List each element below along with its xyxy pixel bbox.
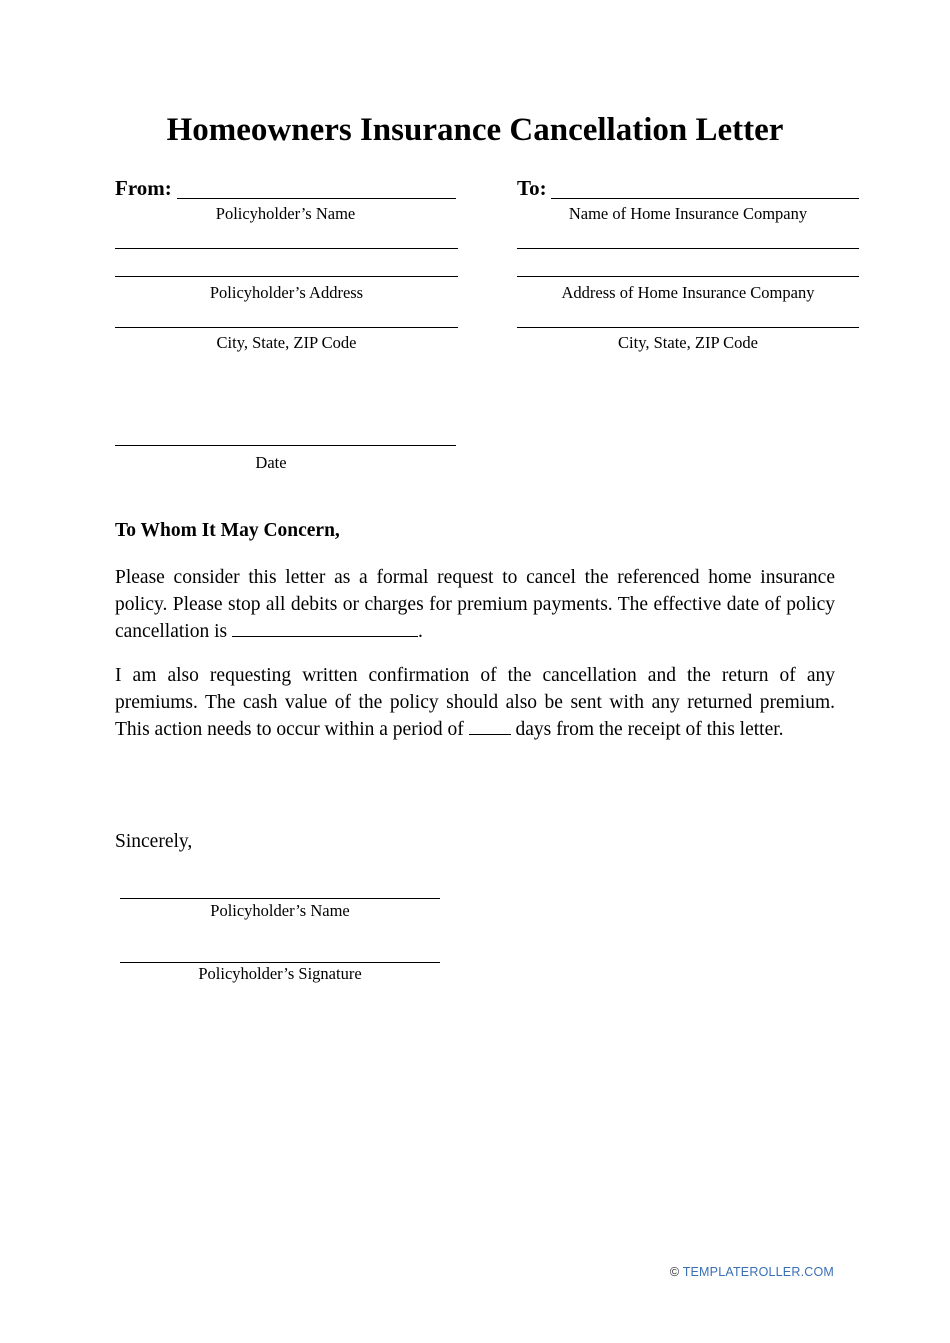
from-address-line-1[interactable] [115,248,458,249]
from-city-line[interactable] [115,327,458,328]
from-name-line[interactable] [177,198,456,199]
to-name-caption: Name of Home Insurance Company [568,204,808,223]
to-address-line-2[interactable] [517,276,859,277]
to-label: To: [517,176,547,200]
from-address-caption: Policyholder’s Address [209,283,364,302]
to-address-line-1[interactable] [517,248,859,249]
copyright-icon: © [669,1265,680,1279]
from-city-caption: City, State, ZIP Code [216,333,357,352]
paragraph-1-text: Please consider this letter as a formal request to cancel the referenced home insurance policy. Please stop all debits or charges for premium payments. The effective date of policy cancellation is [115,567,835,642]
to-city-line[interactable] [517,327,859,328]
to-city-caption: City, State, ZIP Code [618,333,758,352]
from-label: From: [115,176,172,200]
paragraph-1-end: . [417,621,423,642]
signature-name-caption: Policyholder’s Name [210,901,350,920]
paragraph-cancellation-request [115,565,835,646]
closing: Sincerely, [115,831,193,852]
from-name-caption: Policyholder’s Name [215,204,356,223]
effective-date-blank[interactable] [232,618,418,637]
paragraph-2-after: days from the receipt of this letter. [515,719,784,740]
to-name-line[interactable] [551,198,859,199]
to-address-caption: Address of Home Insurance Company [561,283,815,302]
date-caption: Date [255,453,287,472]
paragraph-2-before: I am also requesting written confirmation of the cancellation and the return of any premiums. The cash value of the policy should also be sent with any returned premium. This action needs to occur within a period of [115,665,835,740]
footer-copyright [670,1265,834,1279]
date-line[interactable] [115,445,456,446]
paragraph-confirmation-request [115,663,835,744]
salutation: To Whom It May Concern, [115,520,340,541]
signature-line[interactable] [120,962,440,963]
footer-site-link[interactable]: TEMPLATEROLLER.COM [682,1265,834,1279]
from-address-line-2[interactable] [115,276,458,277]
signature-name-line[interactable] [120,898,440,899]
signature-caption: Policyholder’s Signature [198,964,362,983]
document-title: Homeowners Insurance Cancellation Letter [166,112,784,148]
days-blank[interactable] [469,716,511,735]
